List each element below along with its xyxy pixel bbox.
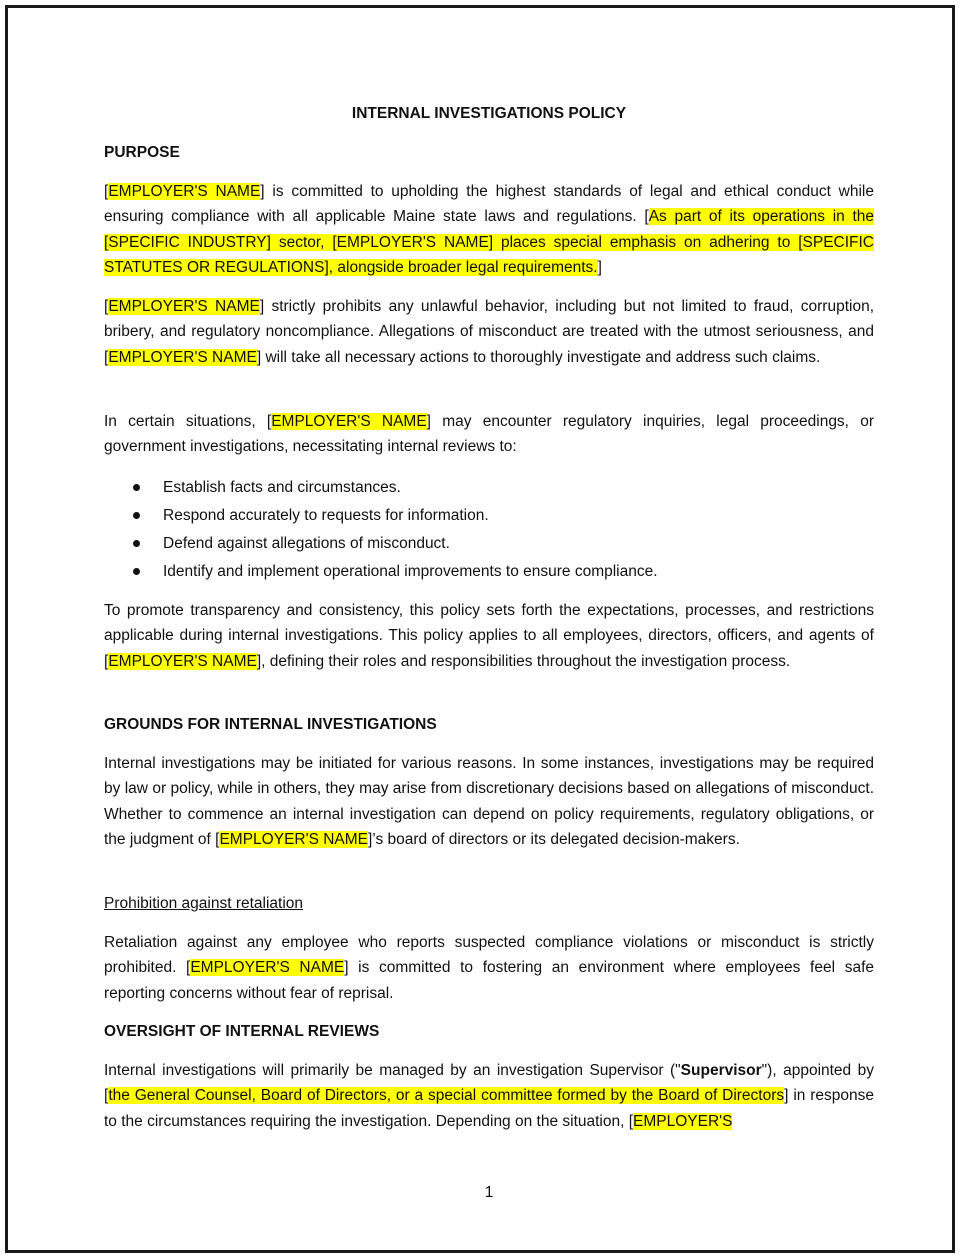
placeholder-employer-name: EMPLOYER'S NAME (108, 652, 257, 670)
text-run: Internal investigations may be initiated for various reasons. In some instances, investigations may be required by law or policy, while in others, they may arise from discretionary decisions based on allegations of misconduct. Whether to commence an internal investigation can depend on policy requirements, regulatory obligations, or the judgment of [ (104, 755, 874, 848)
text-run: In certain situations, [ (104, 413, 272, 430)
document-page (5, 5, 955, 1253)
section-heading-purpose: PURPOSE (104, 144, 180, 161)
list-item-text: Respond accurately to requests for information. (163, 507, 489, 524)
list-item-text: Identify and implement operational improvements to ensure compliance. (163, 563, 658, 580)
placeholder-employer-name: EMPLOYER'S (633, 1112, 733, 1130)
text-run: "), appointed by [ (104, 1062, 875, 1105)
defined-term-supervisor: Supervisor (680, 1062, 762, 1079)
placeholder-industry-clause: As part of its operations in the [SPECIFIC INDUSTRY] sector, [EMPLOYER'S NAME] places special emphasis on adhering to [SPECIFIC STATUTES OR REGULATIONS], alongside broader legal requirements. (104, 208, 874, 276)
placeholder-appointing-body: the General Counsel, Board of Directors, or a special committee formed by the Board of Directors (108, 1087, 785, 1105)
purpose-paragraph-3 (104, 409, 874, 460)
list-item (104, 561, 874, 589)
purpose-paragraph-1 (104, 179, 874, 280)
list-item (104, 533, 874, 561)
grounds-paragraph-2 (104, 930, 874, 1006)
list-item-text: Establish facts and circumstances. (163, 479, 401, 496)
purpose-paragraph-2 (104, 294, 874, 370)
text-run: Internal investigations will primarily be managed by an investigation Supervisor (" (104, 1062, 681, 1079)
text-run: ] will take all necessary actions to thoroughly investigate and address such claims. (256, 348, 821, 366)
section-heading-grounds: GROUNDS FOR INTERNAL INVESTIGATIONS (104, 716, 437, 733)
oversight-paragraph-1 (104, 1058, 874, 1134)
purpose-bullet-list (104, 477, 874, 589)
document-title: INTERNAL INVESTIGATIONS POLICY (351, 105, 627, 122)
grounds-paragraph-1 (104, 751, 874, 852)
text-run: [ (104, 298, 109, 315)
purpose-paragraph-4 (104, 598, 874, 674)
bullet-icon (133, 512, 140, 519)
placeholder-employer-name: EMPLOYER'S NAME (190, 959, 345, 977)
text-run: ] is committed to fostering an environment where employees feel safe reporting concerns without fear of reprisal. (104, 959, 874, 1002)
text-run: ] strictly prohibits any unlawful behavior, including but not limited to fraud, corruption, bribery, and regulatory noncompliance. Allegations of misconduct are treated with the utmost seriousness, and [ (104, 298, 874, 366)
text-run: ] may encounter regulatory inquiries, legal proceedings, or government investigations, necessitating internal reviews to: (104, 413, 874, 456)
placeholder-employer-name: EMPLOYER'S NAME (108, 348, 257, 366)
section-heading-oversight: OVERSIGHT OF INTERNAL REVIEWS (104, 1023, 380, 1040)
placeholder-employer-name: EMPLOYER'S NAME (271, 413, 427, 430)
text-run: ] (597, 258, 602, 276)
text-run: ]’s board of directors or its delegated decision-makers. (368, 830, 740, 848)
list-item-text: Defend against allegations of misconduct. (163, 535, 450, 552)
text-run: ] is committed to upholding the highest standards of legal and ethical conduct while ensuring compliance with all applicable Maine state laws and regulations. [ (104, 183, 874, 226)
text-run: Retaliation against any employee who reports suspected compliance violations or misconduct is strictly prohibited. [ (104, 934, 874, 977)
text-run: ] in response to the circumstances requiring the investigation. Depending on the situation, [ (104, 1087, 874, 1130)
bullet-icon (133, 484, 140, 491)
bullet-icon (133, 540, 140, 547)
placeholder-employer-name: EMPLOYER'S NAME (108, 183, 261, 200)
page-number: 1 (484, 1184, 494, 1201)
list-item (104, 505, 874, 533)
text-run: [ (104, 183, 109, 200)
text-run: To promote transparency and consistency, this policy sets forth the expectations, processes, and restrictions applicable during internal investigations. This policy applies to all employees, directors, officers, and agents of [ (104, 602, 874, 670)
subheading-retaliation: Prohibition against retaliation (104, 895, 304, 912)
text-run: ], defining their roles and responsibilities throughout the investigation process. (256, 652, 791, 670)
bullet-icon (133, 568, 140, 575)
placeholder-employer-name: EMPLOYER'S NAME (108, 298, 260, 315)
list-item (104, 477, 874, 505)
placeholder-employer-name: EMPLOYER'S NAME (219, 830, 368, 848)
